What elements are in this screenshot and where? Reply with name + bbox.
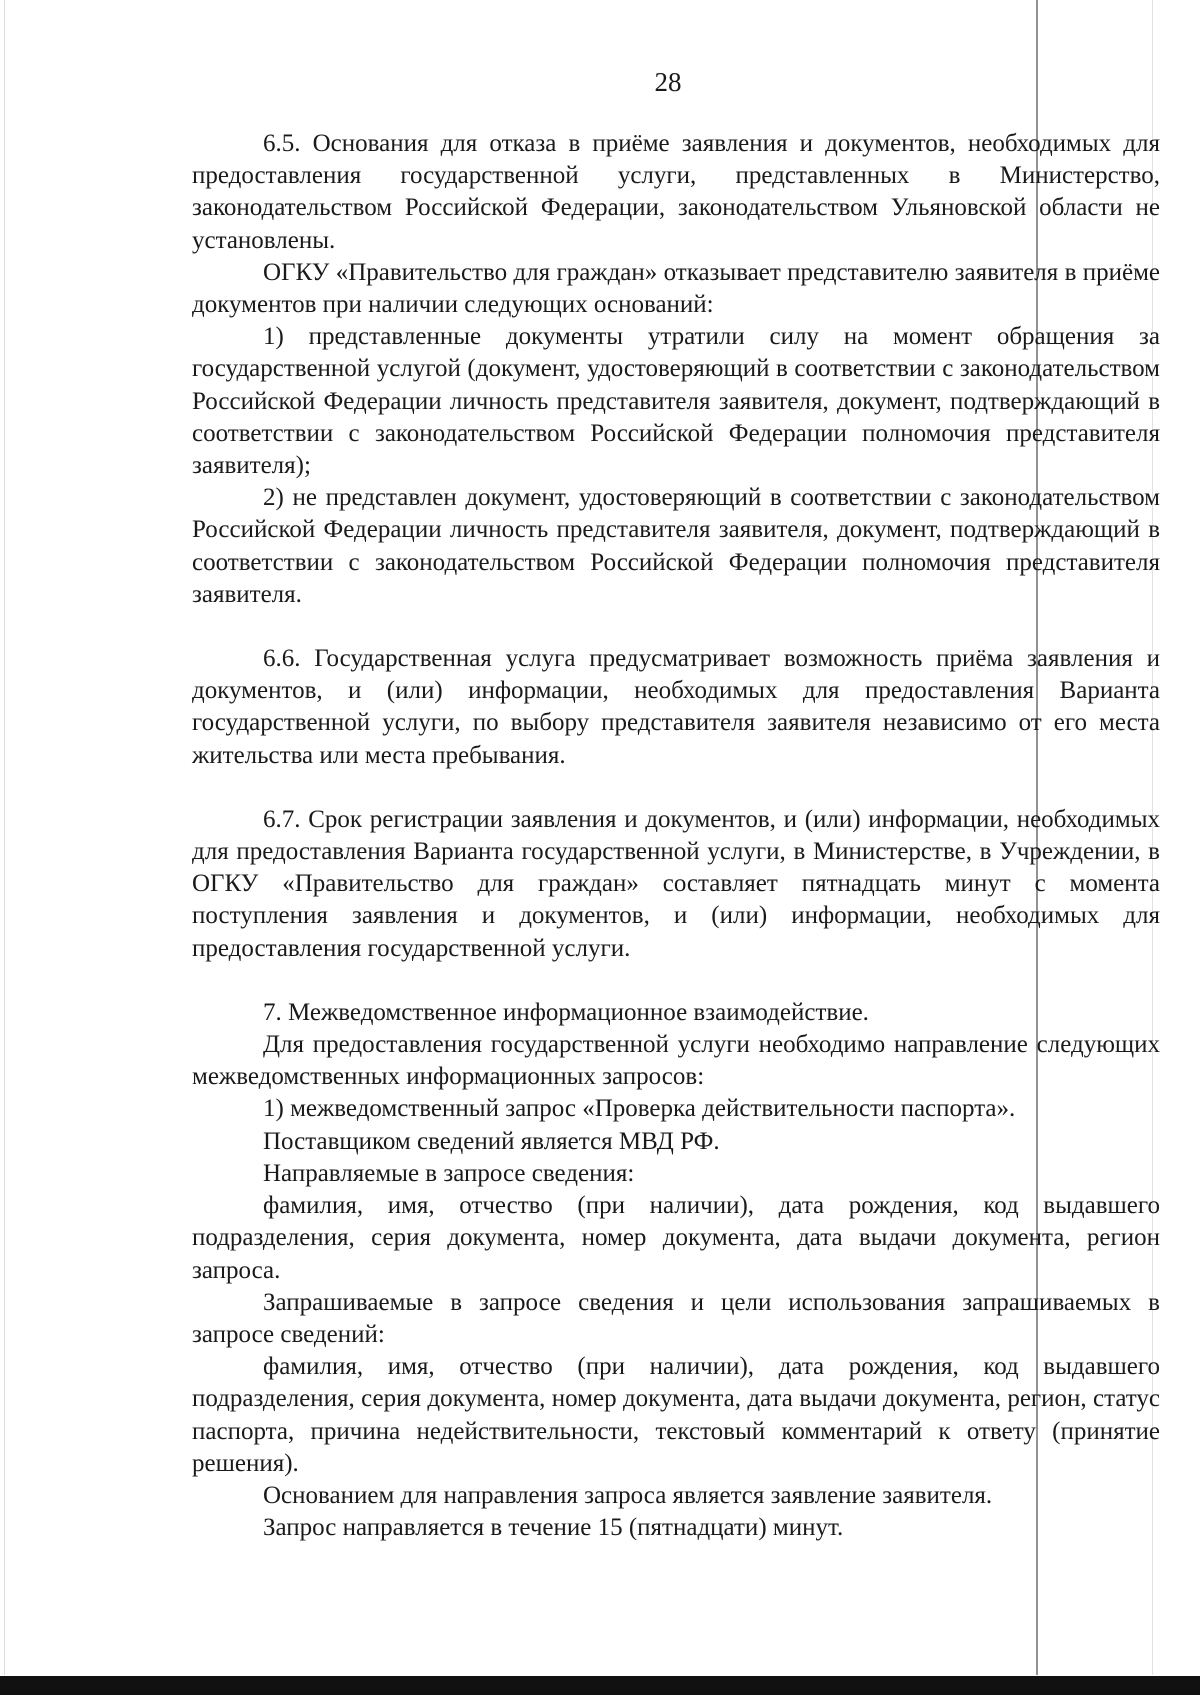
section-7	[192, 997, 1160, 1544]
paragraph: фамилия, имя, отчество (при наличии), дата рождения, код выдавшего подразделения, серия документа, номер документа, дата выдачи документа, регион, статус паспорта, причина недействительности, текстовый комментарий к ответу (принятие решения).	[192, 1353, 1160, 1477]
page-number: 28	[654, 67, 682, 97]
paragraph: Для предоставления государственной услуги необходимо направление следующих межведомственных информационных запросов:	[192, 1031, 1160, 1091]
paragraph: Запрашиваемые в запросе сведения и цели использования запрашиваемых в запросе сведений:	[192, 1288, 1160, 1348]
paragraph: Запрос направляется в течение 15 (пятнадцати) минут.	[263, 1514, 844, 1542]
paragraph: Основанием для направления запроса является заявление заявителя.	[263, 1481, 993, 1509]
paragraph: ОГКУ «Правительство для граждан» отказывает представителю заявителя в приёме документов при наличии следующих оснований:	[192, 258, 1160, 319]
paragraph: 2) не представлен документ, удостоверяющий в соответствии с законодательством Российской Федерации личность представителя заявителя, документ, подтверждающий в соответствии с законодательством Российской Федерации полномочия представителя заявителя.	[192, 484, 1160, 608]
section-gap	[192, 611, 1160, 643]
scan-bottom-border	[0, 1676, 1200, 1695]
paragraph: фамилия, имя, отчество (при наличии), дата рождения, код выдавшего подразделения, серия документа, номер документа, дата выдачи документа, регион запроса.	[192, 1192, 1160, 1284]
paragraph: 1) представленные документы утратили силу на момент обращения за государственной услугой (документ, удостоверяющий в соответствии с законодательством Российской Федерации личность представителя заявителя, документ, подтверждающий в соответствии с законодательством Российской Федерации полномочия представителя заявителя);	[192, 323, 1160, 480]
paragraph: 6.7. Срок регистрации заявления и документов, и (или) информации, необходимых для предоставления Варианта государственной услуги, в Министерстве, в Учреждении, в ОГКУ «Правительство для граждан» составляет пятнадцать минут с момента поступления заявления и документов, и (или) информации, необходимых для предоставления государственной услуги.	[192, 805, 1160, 962]
paragraph: 6.5. Основания для отказа в приёме заявления и документов, необходимых для предоставления государственной услуги, представленных в Министерство, законодательством Российской Федерации, законодательством Ульяновской области не установлены.	[192, 130, 1160, 254]
paragraph: Поставщиком сведений является МВД РФ.	[263, 1127, 720, 1155]
section-heading: 7. Межведомственное информационное взаимодействие.	[263, 998, 869, 1026]
section-6-6	[192, 643, 1160, 772]
section-gap	[192, 772, 1160, 804]
document-body	[192, 128, 1160, 1544]
scan-artifact-left-line	[4, 0, 5, 1675]
paragraph: Направляемые в запросе сведения:	[263, 1159, 635, 1187]
paragraph: 6.6. Государственная услуга предусматривает возможность приёма заявления и документов, и (или) информации, необходимых для предоставления Варианта государственной услуги, по выбору представителя заявителя независимо от его места жительства или места пребывания.	[192, 645, 1160, 769]
paragraph: 1) межведомственный запрос «Проверка действительности паспорта».	[263, 1095, 1016, 1123]
section-6-7	[192, 804, 1160, 965]
section-6-5	[192, 128, 1160, 611]
section-gap	[192, 965, 1160, 997]
